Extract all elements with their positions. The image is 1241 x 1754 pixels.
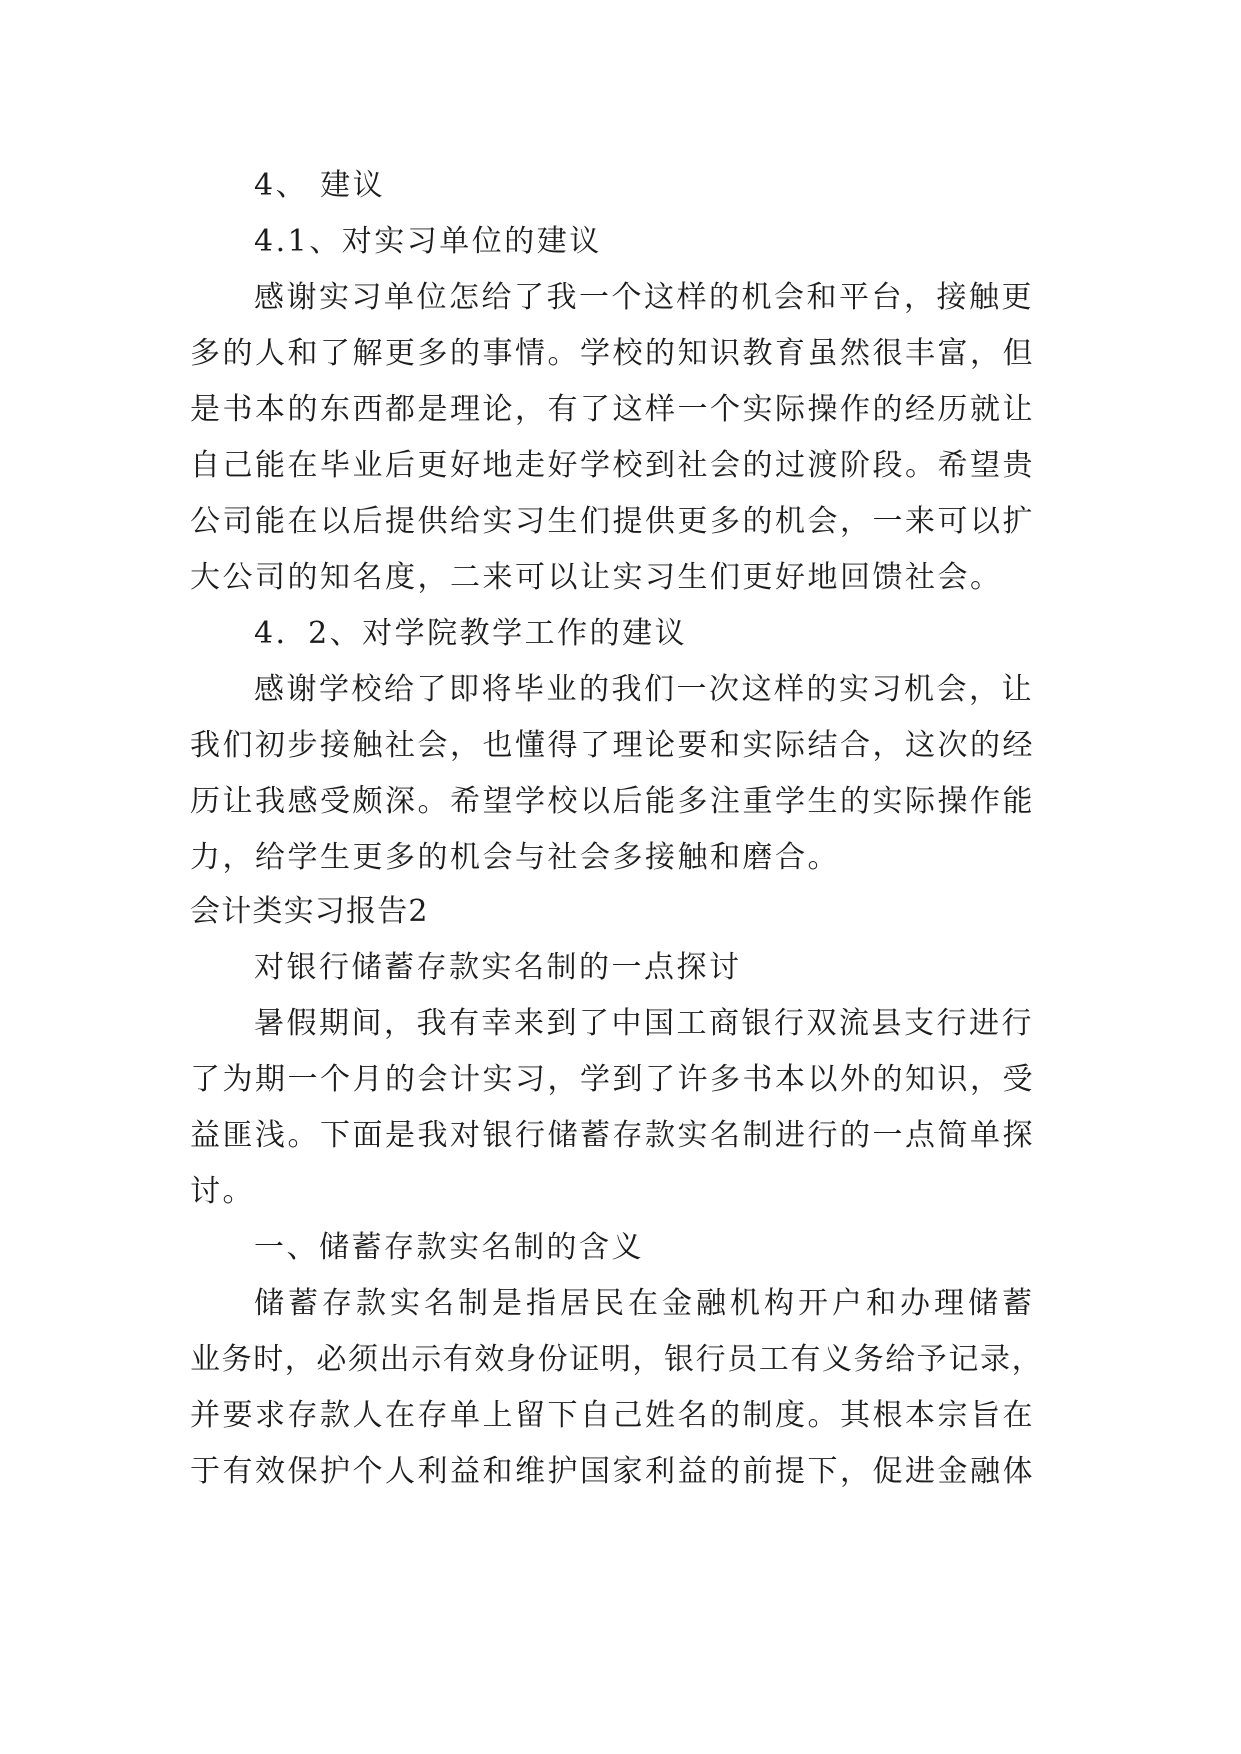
paragraph-line: 多的人和了解更多的事情。学校的知识教育虽然很丰富，但 — [190, 336, 1035, 371]
section-heading-1: 一、储蓄存款实名制的含义 — [254, 1230, 644, 1265]
paragraph-line: 并要求存款人在存单上留下自己姓名的制度。其根本宗旨在 — [190, 1398, 1035, 1433]
paragraph-line: 暑假期间，我有幸来到了中国工商银行双流县支行进行 — [254, 1006, 1034, 1041]
report-subtitle: 对银行储蓄存款实名制的一点探讨 — [254, 950, 742, 985]
paragraph-line: 是书本的东西都是理论，有了这样一个实际操作的经历就让 — [190, 392, 1035, 427]
paragraph-line: 于有效保护个人利益和维护国家利益的前提下，促进金融体 — [190, 1454, 1035, 1489]
paragraph-line: 我们初步接触社会，也懂得了理论要和实际结合，这次的经 — [190, 728, 1035, 763]
paragraph-line: 了为期一个月的会计实习，学到了许多书本以外的知识，受 — [190, 1062, 1035, 1097]
subsection-heading-4-1: 4.1、对实习单位的建议 — [254, 224, 602, 259]
paragraph-line: 历让我感受颇深。希望学校以后能多注重学生的实际操作能 — [190, 784, 1035, 819]
report-title: 会计类实习报告2 — [190, 894, 429, 929]
paragraph-line: 讨。 — [190, 1174, 255, 1209]
paragraph-line: 感谢实习单位怎给了我一个这样的机会和平台，接触更 — [254, 280, 1034, 315]
paragraph-line: 业务时，必须出示有效身份证明，银行员工有义务给予记录， — [190, 1342, 1044, 1377]
paragraph-line: 自己能在毕业后更好地走好学校到社会的过渡阶段。希望贵 — [190, 448, 1035, 483]
paragraph-line: 感谢学校给了即将毕业的我们一次这样的实习机会，让 — [254, 672, 1034, 707]
section-heading-4: 4、 建议 — [254, 168, 386, 203]
paragraph-line: 力，给学生更多的机会与社会多接触和磨合。 — [190, 840, 840, 875]
paragraph-line: 益匪浅。下面是我对银行储蓄存款实名制进行的一点简单探 — [190, 1118, 1035, 1153]
paragraph-line: 公司能在以后提供给实习生们提供更多的机会，一来可以扩 — [190, 504, 1035, 539]
paragraph-line: 大公司的知名度，二来可以让实习生们更好地回馈社会。 — [190, 560, 1003, 595]
paragraph-line: 储蓄存款实名制是指居民在金融机构开户和办理储蓄 — [254, 1286, 1036, 1321]
subsection-heading-4-2: 4．2、对学院教学工作的建议 — [254, 616, 688, 651]
